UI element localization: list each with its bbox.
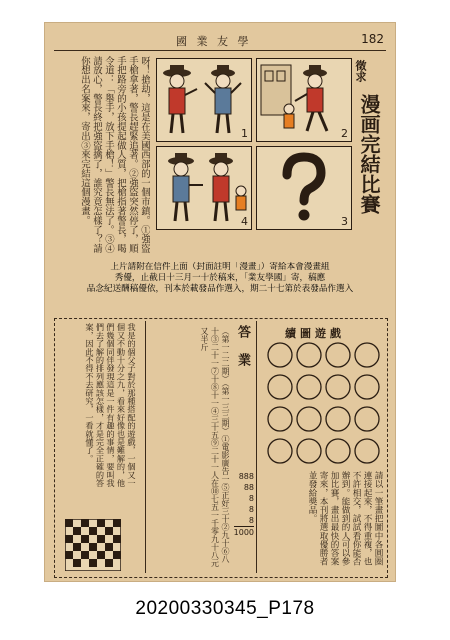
answer-figure: 8 (248, 505, 254, 514)
notice-line: 上片請附在信件上面（封面註明「漫畫」）寄給本會漫畫組 (110, 262, 330, 272)
checker-grid-puzzle (65, 519, 121, 571)
contest-call-label: 徵求 (354, 60, 367, 82)
page-number: 182 (361, 32, 384, 46)
panel-number-4: 4 (241, 215, 248, 228)
answers-text: （第一二二期）（第一三三期）①電影廣告一⑤正好三十②九十⑥八十③二十一⑦十⑧十一④三十五⑨二十一人在⑩七五一千零九十八元又半斤 (200, 327, 230, 567)
comic-panel-4-illustration (157, 147, 251, 229)
panel-number-3: 3 (341, 215, 348, 228)
magazine-page (44, 22, 396, 582)
contest-title: 漫画完結比賽 (357, 94, 381, 214)
comic-panel-3 (256, 146, 352, 230)
answer-figure: 88 (243, 483, 254, 492)
answer-figure: 8 (248, 494, 254, 503)
comic-story-text: 呀！搶劫，這是在美國西部的一個市鎮。①強盜手槍拿著，警長趕緊追著。②強盜突然停了，順手把路旁的小孩提起做人質，把槍指著警長，喝令道：「舉手，放下手槍！」警長無法了。③④請放心，警長終把強盜擒了，誰究竟怎樣了？請你想出名案來，寄出③來完結這個漫畫。 (79, 56, 150, 254)
contest-notice (54, 262, 386, 300)
page-header (54, 32, 386, 51)
question-mark-icon (257, 147, 351, 229)
image-caption: 20200330345_P178 (135, 598, 315, 619)
answer-sum-figures (234, 471, 254, 538)
panel-number-2: 2 (341, 127, 348, 140)
answers-heading: 答 業 (235, 325, 250, 366)
comic-panel-1 (156, 58, 252, 142)
notice-line: 秀優，止截日十三月一十於稿來，「業友學國」寄，稿應 (114, 273, 326, 283)
answer-figure: 8 (248, 516, 254, 525)
answer-figure: 1000 (233, 528, 254, 537)
puzzle-rules-text: 我是的個父子對於那種搭配的遊戲，一個又一個又不動十分之九，看來好像也是難解的，他們幾個同伴發現這是一件有趣的事情，要叫我們去了解的排列應該怎樣，才是完全正確的答案，因此不得不去研究，一看就懂了。 (85, 323, 137, 487)
panel-number-1: 1 (241, 127, 248, 140)
comic-panel-1-illustration (157, 59, 251, 141)
puzzle-section (54, 318, 388, 578)
answers-column (145, 321, 257, 573)
magazine-title: 國 業 友 學 (176, 35, 252, 48)
comic-panel-2 (256, 58, 352, 142)
notice-line: 品念紀送酬稿優依，刊本於載發品作選入，期二十七第於表發品作選入 (86, 284, 354, 294)
drawing-game-box (261, 321, 385, 573)
contest-title-block (352, 60, 392, 260)
drawing-game-text: 請以一筆畫把圖中各圓圈連接起來，不得重複，也不許相交，試試看你能否辦到。能做到的人可以參加比賽，畫出最快的答案寄來，本刊將選取優勝者並發給獎品。 (307, 471, 383, 566)
comic-panel-2-illustration (257, 59, 351, 141)
comic-strip (156, 58, 352, 230)
answer-figure: 888 (238, 472, 254, 481)
comic-panel-4 (156, 146, 252, 230)
drawing-game-title: 續圖遊戲 (285, 327, 345, 340)
circle-grid-puzzle (265, 341, 383, 467)
